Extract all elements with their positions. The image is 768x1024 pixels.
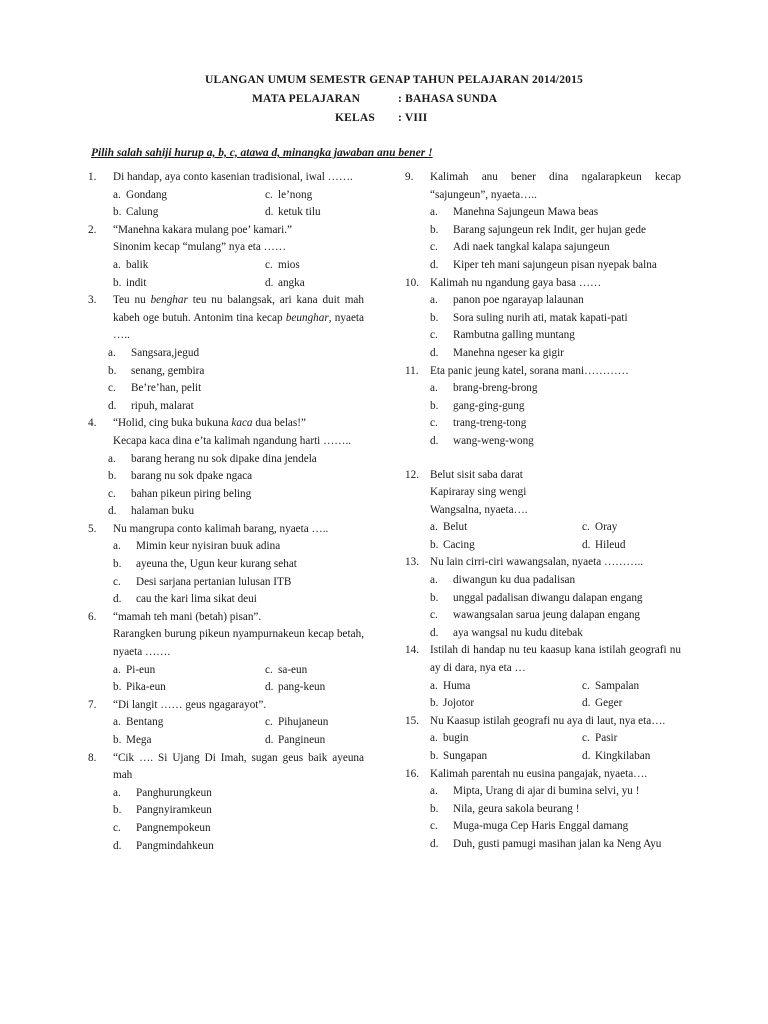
answer-option xyxy=(113,538,364,556)
question-number: 4. xyxy=(88,417,97,430)
answer-option xyxy=(265,275,364,293)
option-letter: d. xyxy=(430,346,439,359)
option-text: Nila, geura sakola beurang ! xyxy=(453,802,580,815)
option-text: indit xyxy=(126,276,147,289)
option-text: Sangsara,jegud xyxy=(131,346,200,359)
question-text: Nu mangrupa conto kalimah barang, nyaeta ….. xyxy=(113,522,329,535)
option-text: Pangnempokeun xyxy=(136,821,211,834)
question-number: 6. xyxy=(88,610,97,623)
option-letter: d. xyxy=(113,593,122,606)
question-text: Kalimah parentah nu eusina pangajak, nyaeta…. xyxy=(430,767,648,780)
option-letter: a. xyxy=(430,521,438,534)
question-item xyxy=(88,415,364,521)
option-text: halaman buku xyxy=(131,505,195,518)
answer-option xyxy=(430,590,681,608)
option-letter: a. xyxy=(430,382,438,395)
question-text-part: benghar xyxy=(150,294,188,307)
question-number: 3. xyxy=(88,294,97,307)
question-number: 8. xyxy=(88,751,97,764)
option-text: unggal padalisan diwangu dalapan engang xyxy=(453,591,643,604)
question-number: 10. xyxy=(405,276,419,289)
question-text-part: teu nu balangsak, ari kana duit mah kabeh oge butuh. Antonim tina kecap xyxy=(113,294,364,324)
option-letter: d. xyxy=(582,538,591,551)
option-text: Sungapan xyxy=(443,750,488,762)
options-list xyxy=(430,678,681,713)
option-letter: c. xyxy=(108,382,116,395)
answer-option xyxy=(108,451,364,469)
option-letter: b. xyxy=(113,734,122,746)
option-letter: c. xyxy=(582,732,590,745)
option-letter: a. xyxy=(108,452,116,465)
option-letter: a. xyxy=(430,206,438,219)
option-letter: a. xyxy=(113,786,121,799)
option-letter: c. xyxy=(113,575,121,588)
option-letter: c. xyxy=(430,329,438,342)
question-subtext: Rarangken burung pikeun nyampurnakeun kecap betah, nyaeta ……. xyxy=(113,628,364,659)
option-text: balik xyxy=(126,258,149,271)
answer-option xyxy=(265,187,364,205)
question-number: 16. xyxy=(405,767,419,780)
option-text: barang herang nu sok dipake dina jendela xyxy=(131,452,317,465)
option-letter: b. xyxy=(430,591,439,604)
option-text: cau the kari lima sikat deui xyxy=(136,593,257,606)
class-value: : VIII xyxy=(398,112,428,124)
answer-option xyxy=(113,714,265,732)
answer-option xyxy=(430,783,681,801)
question-text: Kalimah anu bener dina ngalarapkeun kecap “sajungeun”, nyaeta….. xyxy=(430,171,681,201)
answer-option xyxy=(582,537,681,555)
option-letter: c. xyxy=(430,241,438,254)
option-text: Mega xyxy=(126,734,152,746)
answer-option xyxy=(108,398,364,416)
option-text: pang-keun xyxy=(278,681,326,694)
question-text-part: beunghar xyxy=(285,311,329,324)
question-number: 9. xyxy=(405,171,414,183)
question-text xyxy=(113,292,364,345)
option-text: Panghurungkeun xyxy=(136,786,212,799)
answer-option xyxy=(265,204,364,222)
options-list xyxy=(430,519,681,554)
option-letter: a. xyxy=(430,294,438,307)
option-letter: d. xyxy=(108,399,117,412)
option-letter: d. xyxy=(265,206,274,219)
question-number: 12. xyxy=(405,468,419,481)
question-subtext: Sinonim kecap “mulang” nya eta …… xyxy=(113,241,287,254)
question-item xyxy=(405,713,681,766)
option-letter: c. xyxy=(430,820,438,833)
answer-option xyxy=(113,257,265,275)
question-subtext: Wangsalna, nyaeta…. xyxy=(430,503,528,516)
option-letter: c. xyxy=(108,487,116,500)
option-text: mios xyxy=(278,258,300,271)
answer-option xyxy=(582,678,681,696)
question-text-part: Teu nu xyxy=(113,294,151,307)
option-text: le’nong xyxy=(278,188,313,201)
option-text: Mipta, Urang di ajar di bumina selvi, yu ! xyxy=(453,785,640,798)
instructions: Pilih salah sahiji hurup a, b, c, atawa d, minangka jawaban anu bener ! xyxy=(91,147,433,159)
options-list xyxy=(113,538,364,608)
answer-option xyxy=(108,345,364,363)
option-letter: a. xyxy=(113,258,121,271)
option-text: bugin xyxy=(443,732,469,745)
option-letter: d. xyxy=(430,258,439,271)
question-text: Nu lain cirri-ciri wawangsalan, nyaeta ……….. xyxy=(430,556,644,569)
answer-option xyxy=(265,732,364,750)
option-text: senang, gembira xyxy=(131,364,205,377)
option-letter: b. xyxy=(108,470,117,483)
options-list xyxy=(108,345,364,415)
answer-option xyxy=(430,222,681,240)
question-item xyxy=(405,766,681,854)
subject-row xyxy=(0,90,768,109)
class-row xyxy=(0,109,768,128)
option-text: Duh, gusti pamugi masihan jalan ka Neng Ayu xyxy=(453,837,662,850)
option-text: Sora suling nurih ati, matak kapati-pati xyxy=(453,311,628,324)
answer-option xyxy=(265,714,364,732)
option-letter: a. xyxy=(108,346,116,359)
question-text xyxy=(113,415,364,433)
option-letter: d. xyxy=(265,276,274,289)
option-text: brang-breng-brong xyxy=(453,382,538,395)
option-letter: c. xyxy=(265,663,273,676)
option-letter: c. xyxy=(430,417,438,430)
answer-option xyxy=(430,836,681,854)
option-letter: b. xyxy=(113,206,122,219)
option-text: Jojotor xyxy=(443,697,475,710)
option-letter: c. xyxy=(430,609,438,622)
option-letter: c. xyxy=(265,188,273,201)
question-item xyxy=(88,521,364,609)
options-list xyxy=(430,380,681,450)
answer-option xyxy=(108,486,364,504)
option-letter: c. xyxy=(582,521,590,534)
option-letter: d. xyxy=(108,505,117,518)
option-letter: c. xyxy=(582,679,590,692)
option-letter: a. xyxy=(113,188,121,201)
answer-option xyxy=(582,730,681,748)
answer-option xyxy=(430,607,681,625)
question-text: “Cik …. Si Ujang Di Imah, sugan geus baik ayeuna mah xyxy=(113,751,364,782)
options-list xyxy=(113,187,364,222)
questions-column-left xyxy=(88,169,364,855)
option-text: Bentang xyxy=(126,716,164,729)
question-item xyxy=(88,169,364,222)
answer-option xyxy=(113,820,364,838)
answer-option xyxy=(108,503,364,521)
answer-option xyxy=(430,695,582,713)
question-item xyxy=(88,697,364,750)
option-letter: a. xyxy=(430,574,438,587)
exam-header xyxy=(0,70,768,128)
answer-option xyxy=(113,204,265,222)
options-list xyxy=(113,785,364,855)
question-text-part: “Holid, cing buka bukuna xyxy=(113,417,232,430)
questions-column-right xyxy=(405,169,681,854)
option-text: ripuh, malarat xyxy=(131,399,194,412)
answer-option xyxy=(430,380,681,398)
options-list xyxy=(430,572,681,642)
option-letter: a. xyxy=(113,663,121,676)
option-letter: d. xyxy=(265,681,274,694)
question-subtext: Kapiraray sing wengi xyxy=(430,486,527,499)
option-text: panon poe ngarayap lalaunan xyxy=(453,294,584,307)
option-letter: d. xyxy=(265,734,274,746)
option-letter: b. xyxy=(430,750,439,762)
option-letter: b. xyxy=(430,538,439,551)
question-text: Belut sisit saba darat xyxy=(430,468,523,481)
option-text: Geger xyxy=(595,697,623,710)
option-text: Pangmindahkeun xyxy=(136,839,214,852)
option-letter: d. xyxy=(430,626,439,639)
options-list xyxy=(430,783,681,853)
options-list xyxy=(113,714,364,749)
subject-label: MATA PELAJARAN xyxy=(252,93,361,105)
class-label: KELAS xyxy=(335,112,375,124)
option-letter: b. xyxy=(113,681,122,694)
question-item xyxy=(405,642,681,712)
question-item xyxy=(88,609,364,697)
question-item xyxy=(88,750,364,856)
answer-option xyxy=(113,591,364,609)
option-text: Manehna ngeser ka gigir xyxy=(453,346,564,359)
option-letter: d. xyxy=(430,837,439,850)
answer-option xyxy=(113,679,265,697)
question-number: 2. xyxy=(88,223,97,236)
question-text: “Di langit …… geus ngagarayot”. xyxy=(113,698,267,711)
option-letter: c. xyxy=(265,716,273,729)
answer-option xyxy=(265,662,364,680)
option-text: Pihujaneun xyxy=(278,716,329,729)
option-text: Pangnyiramkeun xyxy=(136,804,212,817)
answer-option xyxy=(113,802,364,820)
option-letter: c. xyxy=(265,258,273,271)
question-text-part: dua belas!” xyxy=(252,417,306,430)
option-text: Calung xyxy=(126,206,159,219)
answer-option xyxy=(430,572,681,590)
answer-option xyxy=(113,574,364,592)
exam-title: ULANGAN UMUM SEMESTR GENAP TAHUN PELAJARAN 2014/2015 xyxy=(205,74,583,86)
option-text: aya wangsal nu kudu ditebak xyxy=(453,626,583,639)
question-text: Istilah di handap nu teu kaasup kana istilah geografi nu ay di dara, nya eta … xyxy=(430,644,681,675)
question-text-part: kaca xyxy=(231,417,253,430)
option-letter: b. xyxy=(430,697,439,710)
answer-option xyxy=(430,625,681,643)
option-letter: a. xyxy=(113,716,121,729)
question-item xyxy=(405,554,681,642)
option-letter: b. xyxy=(108,364,117,377)
options-list xyxy=(113,662,364,697)
option-letter: a. xyxy=(430,679,438,692)
option-text: ayeuna the, Ugun keur kurang sehat xyxy=(136,558,297,571)
option-letter: a. xyxy=(430,732,438,745)
question-text-part: , nyaeta ….. xyxy=(113,311,364,342)
question-text: Eta panic jeung katel, sorana mani………… xyxy=(430,364,629,377)
question-text: Kalimah nu ngandung gaya basa …… xyxy=(430,276,602,289)
question-text: Di handap, aya conto kasenian tradisional, iwal ……. xyxy=(113,171,353,183)
options-list xyxy=(108,451,364,521)
question-text: “mamah teh mani (betah) pisan”. xyxy=(113,610,262,623)
question-item xyxy=(405,275,681,363)
question-item xyxy=(405,169,681,275)
options-list xyxy=(430,204,681,274)
option-text: Rambutna galling muntang xyxy=(453,329,575,342)
answer-option xyxy=(430,433,681,451)
option-text: Belut xyxy=(443,521,468,534)
option-text: Be’re’han, pelit xyxy=(131,382,202,395)
option-letter: d. xyxy=(113,839,122,852)
answer-option xyxy=(582,695,681,713)
question-number: 11. xyxy=(405,364,419,377)
options-list xyxy=(430,730,681,765)
option-letter: b. xyxy=(430,223,439,236)
option-text: wawangsalan sarua jeung dalapan engang xyxy=(453,609,641,622)
option-text: Pika-eun xyxy=(126,681,166,694)
option-text: Adi naek tangkal kalapa sajungeun xyxy=(453,241,610,254)
option-text: Barang sajungeun rek Indit, ger hujan gede xyxy=(453,223,646,236)
option-text: Mimin keur nyisiran buuk adina xyxy=(136,540,281,553)
option-text: trang-treng-tong xyxy=(453,417,527,430)
option-text: gang-ging-gung xyxy=(453,399,525,412)
question-item xyxy=(405,363,681,451)
subject-value: : BAHASA SUNDA xyxy=(398,93,498,105)
question-number: 15. xyxy=(405,714,419,727)
answer-option xyxy=(430,415,681,433)
question-subtext: Kecapa kaca dina e’ta kalimah ngandung harti …….. xyxy=(113,434,352,447)
option-text: Cacing xyxy=(443,538,475,551)
option-letter: c. xyxy=(113,821,121,834)
answer-option xyxy=(113,732,265,750)
question-text: Nu Kaasup istilah geografi nu aya di laut, nya eta…. xyxy=(430,714,666,727)
answer-option xyxy=(430,327,681,345)
option-text: Pangineun xyxy=(278,734,326,746)
answer-option xyxy=(430,292,681,310)
option-text: diwangun ku dua padalisan xyxy=(453,574,576,587)
question-number: 13. xyxy=(405,556,419,569)
option-text: Gondang xyxy=(126,188,168,201)
option-letter: a. xyxy=(113,540,121,553)
answer-option xyxy=(113,785,364,803)
answer-option xyxy=(582,519,681,537)
option-letter: d. xyxy=(582,697,591,710)
option-text: Oray xyxy=(595,521,618,534)
option-letter: d. xyxy=(582,750,591,762)
option-text: ketuk tilu xyxy=(278,206,321,219)
answer-option xyxy=(430,818,681,836)
option-text: Pi-eun xyxy=(126,663,156,676)
option-text: Kingkilaban xyxy=(595,750,651,762)
answer-option xyxy=(113,187,265,205)
option-text: bahan pikeun piring beling xyxy=(131,487,252,500)
answer-option xyxy=(113,275,265,293)
option-text: Kiper teh mani sajungeun pisan nyepak balna xyxy=(453,258,657,271)
answer-option xyxy=(108,363,364,381)
answer-option xyxy=(430,748,582,766)
options-list xyxy=(113,257,364,292)
option-letter: b. xyxy=(430,311,439,324)
spacer xyxy=(405,451,681,467)
answer-option xyxy=(430,678,582,696)
option-text: Sampalan xyxy=(595,679,640,692)
option-letter: a. xyxy=(430,785,438,798)
question-number: 5. xyxy=(88,522,97,535)
option-letter: b. xyxy=(113,276,122,289)
answer-option xyxy=(108,380,364,398)
answer-option xyxy=(113,556,364,574)
question-number: 1. xyxy=(88,171,97,183)
option-text: Pasir xyxy=(595,732,618,745)
answer-option xyxy=(430,398,681,416)
answer-option xyxy=(430,204,681,222)
answer-option xyxy=(430,730,582,748)
option-letter: b. xyxy=(430,802,439,815)
answer-option xyxy=(430,310,681,328)
question-number: 14. xyxy=(405,644,419,657)
answer-option xyxy=(113,838,364,856)
answer-option xyxy=(430,345,681,363)
answer-option xyxy=(265,257,364,275)
option-text: angka xyxy=(278,276,305,289)
option-letter: b. xyxy=(113,804,122,817)
option-text: sa-eun xyxy=(278,663,308,676)
options-list xyxy=(430,292,681,362)
question-item xyxy=(405,467,681,555)
answer-option xyxy=(430,537,582,555)
question-text: “Manehna kakara mulang poe’ kamari.” xyxy=(113,223,293,236)
option-text: barang nu sok dpake ngaca xyxy=(131,470,253,483)
option-letter: b. xyxy=(430,399,439,412)
question-number: 7. xyxy=(88,698,97,711)
option-text: wang-weng-wong xyxy=(453,434,534,447)
option-text: Hileud xyxy=(595,538,626,551)
answer-option xyxy=(430,801,681,819)
answer-option xyxy=(113,662,265,680)
answer-option xyxy=(430,519,582,537)
option-text: Muga-muga Cep Haris Enggal damang xyxy=(453,820,629,833)
option-letter: d. xyxy=(430,434,439,447)
answer-option xyxy=(265,679,364,697)
question-item xyxy=(88,222,364,292)
answer-option xyxy=(582,748,681,766)
option-text: Desi sarjana pertanian lulusan ITB xyxy=(136,575,292,588)
option-text: Huma xyxy=(443,679,471,692)
option-letter: b. xyxy=(113,558,122,571)
answer-option xyxy=(108,468,364,486)
option-text: Manehna Sajungeun Mawa beas xyxy=(453,206,599,219)
answer-option xyxy=(430,257,681,275)
answer-option xyxy=(430,239,681,257)
question-item xyxy=(88,292,364,415)
